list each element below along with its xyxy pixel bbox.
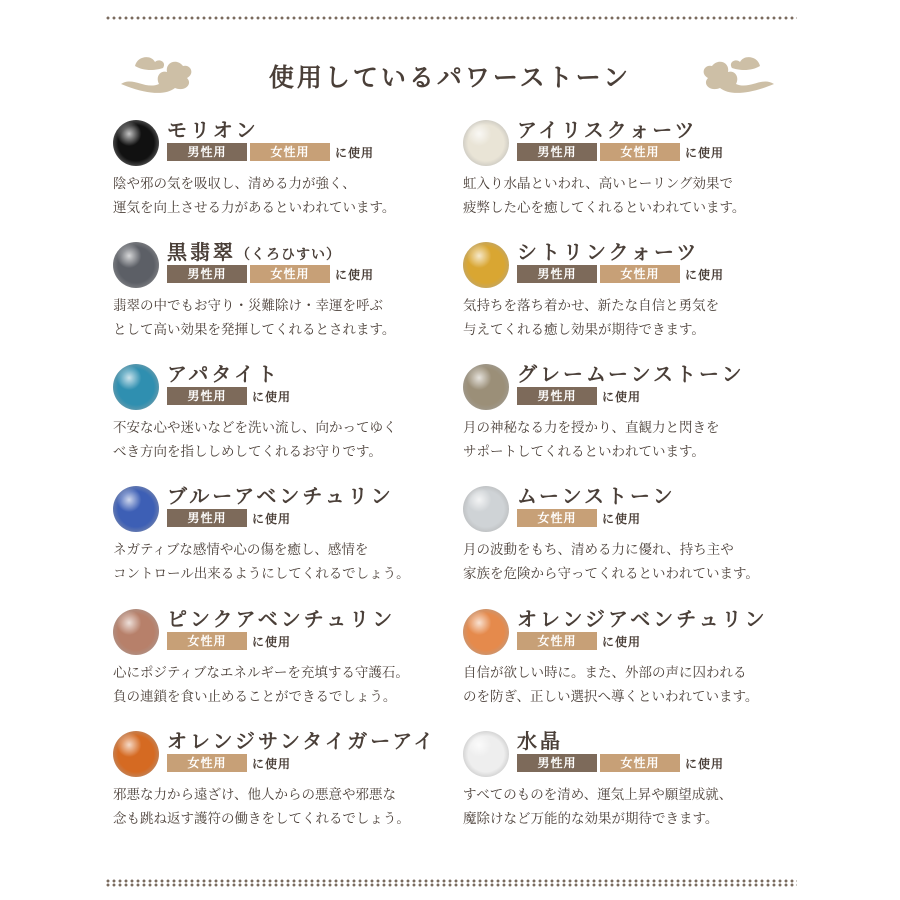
bottom-dotted-divider — [105, 879, 797, 887]
usage-tags — [167, 509, 291, 527]
use-label: に使用 — [685, 145, 725, 160]
stone-entry — [113, 364, 473, 484]
stone-description — [113, 538, 410, 586]
description-line: のを防ぎ、正しい選択へ導くといわれています。 — [463, 689, 759, 705]
stone-name-text: シトリンクォーツ — [517, 240, 700, 264]
male-tag: 男性用 — [517, 387, 597, 405]
description-line: サポートしてくれるといわれています。 — [463, 444, 705, 460]
stone-name-text: オレンジサンタイガーアイ — [167, 729, 437, 753]
stone-entry — [113, 731, 473, 851]
stone-entry — [113, 242, 473, 362]
use-label: に使用 — [602, 634, 642, 649]
use-label: に使用 — [252, 634, 292, 649]
description-line: 月の波動をもち、清める力に優れ、持ち主や — [463, 542, 734, 558]
description-line: 念も跳ね返す護符の働きをしてくれるでしょう。 — [113, 811, 410, 827]
stone-entry — [463, 609, 823, 729]
description-line: 運気を向上させる力があるといわれています。 — [113, 200, 396, 216]
male-tag: 男性用 — [167, 509, 247, 527]
stone-bead-image — [463, 609, 509, 655]
usage-tags — [167, 632, 291, 650]
stone-name-text: ブルーアベンチュリン — [167, 484, 394, 508]
use-label: に使用 — [335, 267, 375, 282]
description-line: 月の神秘なる力を授かり、直観力と閃きを — [463, 420, 720, 436]
usage-tags — [517, 387, 641, 405]
description-line: 翡翠の中でもお守り・災難除け・幸運を呼ぶ — [113, 298, 383, 314]
stone-entry — [113, 486, 473, 606]
male-tag: 男性用 — [167, 143, 247, 161]
stone-description — [463, 783, 732, 831]
usage-tags — [517, 265, 724, 283]
stone-description — [113, 294, 395, 342]
stone-name — [167, 114, 259, 143]
stone-name — [517, 603, 768, 632]
stone-entry — [463, 731, 823, 851]
stone-name — [167, 480, 394, 509]
stone-bead-image — [113, 120, 159, 166]
stone-bead-image — [463, 120, 509, 166]
stone-name — [517, 114, 697, 143]
female-tag: 女性用 — [600, 143, 680, 161]
page-title: 使用しているパワーストーン — [268, 63, 632, 92]
description-line: ネガティブな感情や心の傷を癒し、感情を — [113, 542, 369, 558]
usage-tags — [517, 754, 724, 772]
usage-tags — [517, 509, 641, 527]
stone-bead-image — [113, 731, 159, 777]
description-line: 不安な心や迷いなどを洗い流し、向かってゆく — [113, 420, 397, 436]
usage-tags — [167, 387, 291, 405]
female-tag: 女性用 — [250, 143, 330, 161]
female-tag: 女性用 — [167, 632, 247, 650]
description-line: 心にポジティブなエネルギーを充填する守護石。 — [113, 665, 409, 681]
use-label: に使用 — [602, 511, 642, 526]
usage-tags — [167, 143, 374, 161]
stone-name — [167, 725, 436, 754]
stone-name-reading: （くろひすい） — [236, 247, 341, 263]
stone-description — [113, 172, 395, 220]
stone-bead-image — [113, 242, 159, 288]
stone-name — [517, 480, 676, 509]
description-line: 陰や邪の気を吸収し、清める力が強く、 — [113, 176, 356, 192]
male-tag: 男性用 — [167, 265, 247, 283]
stone-name — [167, 236, 341, 265]
stone-entry — [463, 364, 823, 484]
stone-description — [463, 294, 719, 342]
description-line: 気持ちを落ち着かせ、新たな自信と勇気を — [463, 298, 720, 314]
description-line: コントロール出来るようにしてくれるでしょう。 — [113, 566, 410, 582]
description-line: 自信が欲しい時に。また、外部の声に囚われる — [463, 665, 747, 681]
stone-name-text: グレームーンストーン — [517, 362, 745, 386]
stone-entry — [463, 486, 823, 606]
stone-entry — [113, 120, 473, 240]
description-line: 虹入り水晶といわれ、高いヒーリング効果で — [463, 176, 733, 192]
stone-name-text: ピンクアベンチュリン — [167, 607, 396, 631]
stone-name-text: 黒翡翠 — [167, 240, 236, 264]
use-label: に使用 — [252, 511, 292, 526]
female-tag: 女性用 — [167, 754, 247, 772]
stone-bead-image — [463, 364, 509, 410]
stone-bead-image — [113, 609, 159, 655]
stone-description — [463, 416, 720, 464]
stone-bead-image — [113, 364, 159, 410]
stone-description — [463, 538, 759, 586]
male-tag: 男性用 — [517, 265, 597, 283]
stone-name — [517, 358, 745, 387]
stone-name — [517, 725, 563, 754]
stone-name-text: アパタイト — [167, 362, 280, 386]
stone-description — [463, 661, 758, 709]
stone-entry — [463, 242, 823, 362]
female-tag: 女性用 — [600, 265, 680, 283]
stone-entry — [463, 120, 823, 240]
description-line: すべてのものを清め、運気上昇や願望成就、 — [463, 787, 733, 803]
usage-tags — [167, 265, 374, 283]
stone-description — [113, 783, 410, 831]
usage-tags — [167, 754, 291, 772]
stone-name-text: アイリスクォーツ — [517, 118, 698, 142]
stone-name — [517, 236, 699, 265]
stone-bead-image — [113, 486, 159, 532]
stone-name — [167, 603, 395, 632]
stone-description — [113, 416, 397, 464]
use-label: に使用 — [252, 756, 292, 771]
top-dotted-divider — [105, 16, 797, 20]
description-line: 魔除けなど万能的な効果が期待できます。 — [463, 811, 719, 827]
female-tag: 女性用 — [250, 265, 330, 283]
stone-bead-image — [463, 242, 509, 288]
description-line: として高い効果を発揮してくれるとされます。 — [113, 322, 396, 338]
male-tag: 男性用 — [167, 387, 247, 405]
description-line: 家族を危険から守ってくれるといわれています。 — [463, 566, 759, 582]
stone-entry — [113, 609, 473, 729]
usage-tags — [517, 632, 641, 650]
use-label: に使用 — [685, 756, 725, 771]
use-label: に使用 — [685, 267, 725, 282]
stone-description — [463, 172, 745, 220]
female-tag: 女性用 — [517, 632, 597, 650]
description-line: 与えてくれる癒し効果が期待できます。 — [463, 322, 705, 338]
use-label: に使用 — [335, 145, 375, 160]
stone-name-text: オレンジアベンチュリン — [517, 607, 768, 631]
use-label: に使用 — [252, 389, 292, 404]
stone-description — [113, 661, 409, 709]
usage-tags — [517, 143, 724, 161]
male-tag: 男性用 — [517, 143, 597, 161]
stone-name — [167, 358, 280, 387]
stone-name-text: ムーンストーン — [517, 484, 676, 508]
description-line: 疲弊した心を癒してくれるといわれています。 — [463, 200, 746, 216]
stone-name-text: モリオン — [167, 118, 259, 142]
description-line: 邪悪な力から遠ざけ、他人からの悪意や邪悪な — [113, 787, 396, 803]
male-tag: 男性用 — [517, 754, 597, 772]
stone-name-text: 水晶 — [517, 729, 563, 753]
stone-bead-image — [463, 486, 509, 532]
description-line: 負の連鎖を食い止めることができるでしょう。 — [113, 689, 397, 705]
female-tag: 女性用 — [517, 509, 597, 527]
female-tag: 女性用 — [600, 754, 680, 772]
stone-bead-image — [463, 731, 509, 777]
description-line: べき方向を指ししめしてくれるお守りです。 — [113, 444, 382, 460]
use-label: に使用 — [602, 389, 642, 404]
